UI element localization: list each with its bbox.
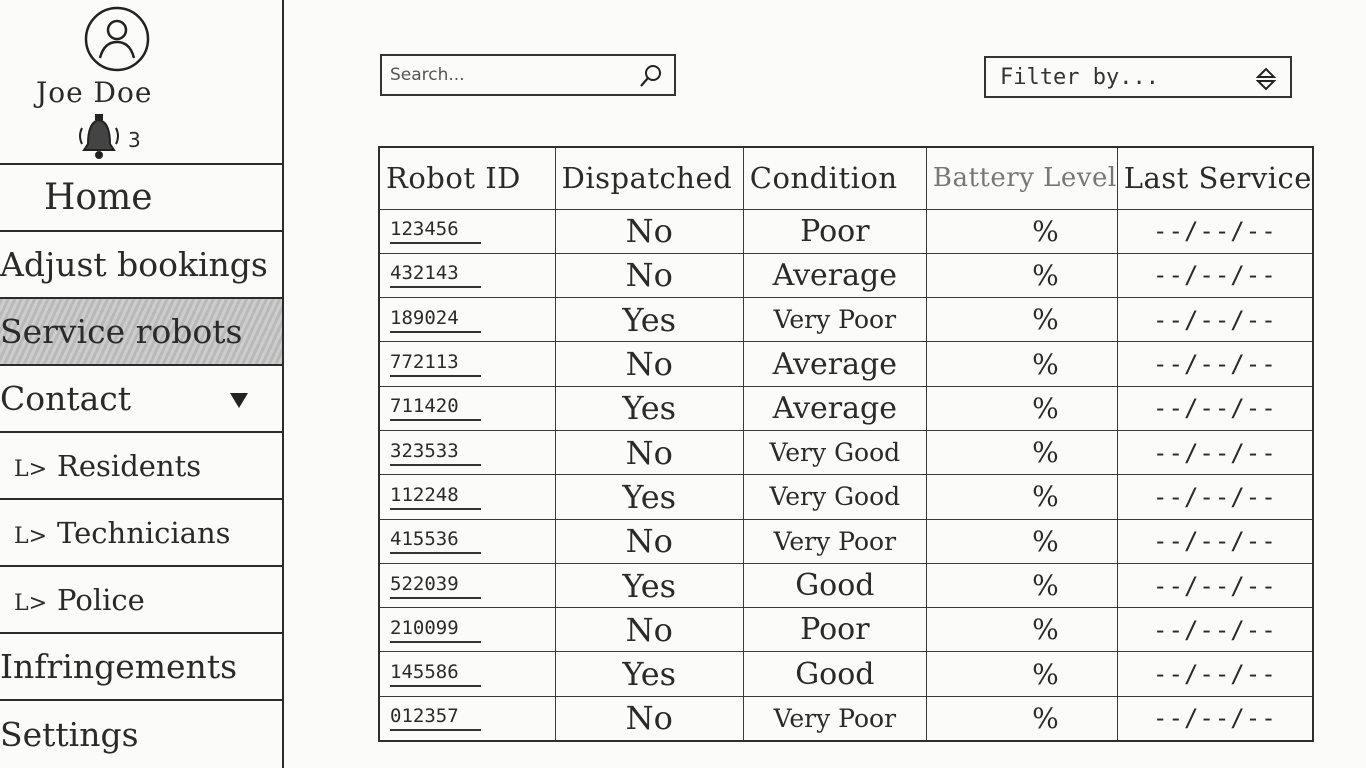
table-row [379, 386, 1313, 430]
robot-id-cell [379, 475, 555, 519]
table-row [379, 430, 1313, 474]
condition-cell: Good [743, 563, 926, 607]
user-profile [0, 0, 282, 165]
dispatched-cell: No [555, 608, 743, 652]
table-row [379, 342, 1313, 386]
robot-id-link[interactable]: 189024 [390, 307, 481, 333]
dispatched-cell: Yes [555, 475, 743, 519]
battery-level-cell: % [926, 652, 1117, 696]
last-service-cell: --/--/-- [1117, 430, 1313, 474]
robots-table [378, 146, 1314, 742]
sidebar-item-police[interactable] [0, 567, 282, 634]
sidebar-subitem [0, 516, 231, 550]
last-service-cell: --/--/-- [1117, 386, 1313, 430]
header-dispatched[interactable]: Dispatched [555, 147, 743, 209]
robot-id-link[interactable]: 323533 [390, 440, 481, 466]
table-row [379, 696, 1313, 740]
header-robot-id[interactable]: Robot ID [379, 147, 555, 209]
table-row [379, 298, 1313, 342]
battery-level-cell: % [926, 608, 1117, 652]
table-row [379, 475, 1313, 519]
last-service-cell: --/--/-- [1117, 519, 1313, 563]
battery-level-cell: % [926, 342, 1117, 386]
condition-cell: Average [743, 342, 926, 386]
robot-id-cell [379, 298, 555, 342]
sidebar-item-service-robots[interactable] [0, 299, 282, 366]
sidebar-item-label: Infringements [0, 647, 238, 686]
robot-id-link[interactable]: 711420 [390, 395, 481, 421]
sidebar-item-label: Residents [57, 448, 202, 483]
sub-arrow-icon: L> [14, 456, 48, 482]
sidebar-item-label: Adjust bookings [0, 245, 268, 284]
last-service-cell: --/--/-- [1117, 209, 1313, 253]
robot-id-link[interactable]: 012357 [390, 705, 481, 731]
dispatched-cell: No [555, 519, 743, 563]
robot-id-cell [379, 209, 555, 253]
robot-id-cell [379, 342, 555, 386]
robot-id-link[interactable]: 522039 [390, 573, 481, 599]
robot-id-link[interactable]: 112248 [390, 484, 481, 510]
dispatched-cell: Yes [555, 298, 743, 342]
dispatched-cell: Yes [555, 563, 743, 607]
last-service-cell: --/--/-- [1117, 652, 1313, 696]
robot-id-cell [379, 696, 555, 740]
condition-cell: Good [743, 652, 926, 696]
header-condition[interactable]: Condition [743, 147, 926, 209]
header-battery-level[interactable]: Battery Level [926, 147, 1117, 209]
sub-arrow-icon: L> [14, 590, 48, 616]
last-service-cell: --/--/-- [1117, 253, 1313, 297]
last-service-cell: --/--/-- [1117, 696, 1313, 740]
sidebar-item-label: Settings [0, 715, 139, 754]
battery-level-cell: % [926, 475, 1117, 519]
header-last-service[interactable]: Last Service [1117, 147, 1313, 209]
sidebar-subitem [0, 583, 145, 617]
sidebar-item-infringements[interactable] [0, 634, 282, 701]
robot-id-link[interactable]: 210099 [390, 617, 481, 643]
robot-id-link[interactable]: 772113 [390, 351, 481, 377]
sidebar-item-adjust-bookings[interactable] [0, 232, 282, 299]
battery-level-cell: % [926, 209, 1117, 253]
dispatched-cell: No [555, 342, 743, 386]
sidebar-item-contact[interactable] [0, 366, 282, 433]
sub-arrow-icon: L> [14, 523, 48, 549]
last-service-cell: --/--/-- [1117, 608, 1313, 652]
robot-id-cell [379, 563, 555, 607]
search-icon[interactable] [638, 63, 664, 89]
table-row [379, 519, 1313, 563]
last-service-cell: --/--/-- [1117, 298, 1313, 342]
table-body [379, 209, 1313, 741]
sidebar [0, 0, 284, 768]
sidebar-item-home[interactable] [0, 165, 282, 232]
last-service-cell: --/--/-- [1117, 563, 1313, 607]
robot-id-cell [379, 608, 555, 652]
battery-level-cell: % [926, 563, 1117, 607]
user-name: Joe Doe [36, 76, 153, 109]
robot-id-cell [379, 386, 555, 430]
sidebar-subitem [0, 449, 201, 483]
table-row [379, 652, 1313, 696]
user-avatar-icon[interactable] [76, 6, 158, 72]
condition-cell: Average [743, 386, 926, 430]
robot-id-cell [379, 652, 555, 696]
table-row [379, 209, 1313, 253]
sidebar-item-label: Police [57, 582, 145, 617]
sidebar-item-label: Contact [0, 379, 132, 418]
sidebar-item-label: Technicians [57, 515, 231, 550]
battery-level-cell: % [926, 298, 1117, 342]
battery-level-cell: % [926, 386, 1117, 430]
dispatched-cell: No [555, 696, 743, 740]
condition-cell: Poor [743, 209, 926, 253]
dispatched-cell: Yes [555, 652, 743, 696]
last-service-cell: --/--/-- [1117, 342, 1313, 386]
sort-arrows-icon[interactable] [1256, 66, 1276, 92]
dispatched-cell: No [555, 430, 743, 474]
last-service-cell: --/--/-- [1117, 475, 1313, 519]
condition-cell: Very Good [743, 430, 926, 474]
table-row [379, 563, 1313, 607]
robot-id-cell [379, 519, 555, 563]
battery-level-cell: % [926, 696, 1117, 740]
condition-cell: Poor [743, 608, 926, 652]
dispatched-cell: Yes [555, 386, 743, 430]
filter-select[interactable] [984, 56, 1292, 98]
dispatched-cell: No [555, 253, 743, 297]
table-row [379, 608, 1313, 652]
battery-level-cell: % [926, 253, 1117, 297]
search-box [380, 54, 676, 96]
filter-label: Filter by... [1000, 64, 1159, 90]
condition-cell: Very Good [743, 475, 926, 519]
battery-level-cell: % [926, 430, 1117, 474]
dispatched-cell: No [555, 209, 743, 253]
search-input[interactable] [390, 65, 630, 85]
robot-id-cell [379, 430, 555, 474]
condition-cell: Very Poor [743, 298, 926, 342]
sidebar-item-label: Service robots [0, 312, 243, 351]
condition-cell: Very Poor [743, 696, 926, 740]
sidebar-item-settings[interactable] [0, 701, 282, 768]
notification-bell-icon[interactable] [74, 110, 124, 162]
table-row [379, 253, 1313, 297]
sidebar-item-label: Home [44, 177, 153, 218]
table-header-row [379, 147, 1313, 209]
sidebar-item-technicians[interactable] [0, 500, 282, 567]
notification-count: 3 [128, 128, 141, 152]
battery-level-cell: % [926, 519, 1117, 563]
condition-cell: Very Poor [743, 519, 926, 563]
robot-id-link[interactable]: 432143 [390, 262, 481, 288]
condition-cell: Average [743, 253, 926, 297]
caret-down-icon[interactable] [230, 393, 248, 408]
robot-id-link[interactable]: 123456 [390, 218, 481, 244]
sidebar-item-residents[interactable] [0, 433, 282, 500]
robot-id-link[interactable]: 145586 [390, 661, 481, 687]
robot-id-cell [379, 253, 555, 297]
robot-id-link[interactable]: 415536 [390, 528, 481, 554]
